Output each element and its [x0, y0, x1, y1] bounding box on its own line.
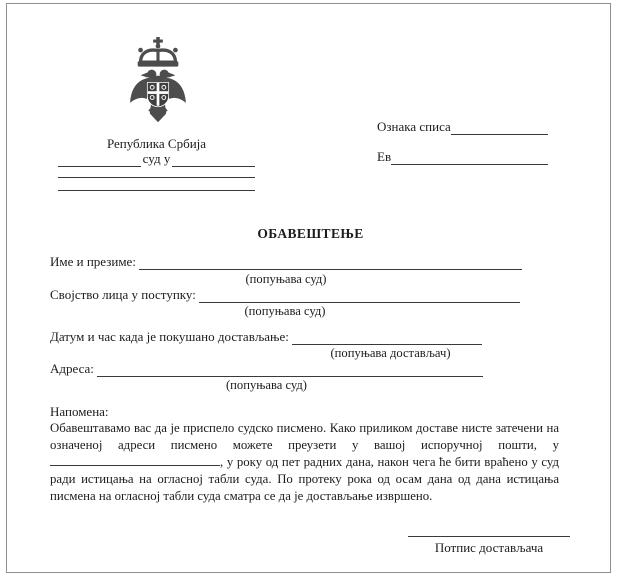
address-field-caption: (попуњава суд)	[225, 378, 307, 392]
address-field-row	[50, 361, 483, 377]
signature-block	[408, 523, 570, 556]
name-field-caption: (попуњава суд)	[245, 272, 327, 286]
address-field-label: Адреса:	[50, 361, 94, 376]
address-field-blank	[97, 363, 483, 377]
ev-label: Ев	[377, 149, 392, 164]
attempt-field-caption: (попуњава достављач)	[330, 346, 451, 360]
capacity-field-label: Својство лица у поступку:	[50, 287, 196, 302]
note-text-before: Обавештавамо вас да је приспело судско писмено. Како приликом доставе нисте затечени на означеној адреси писмено можете преузети у вашој испоручној пошти, у	[50, 421, 559, 452]
attempt-field-label: Датум и час када је покушано достављање:	[50, 329, 289, 344]
case-number-label: Ознака списа	[377, 119, 451, 134]
attempt-field-row	[50, 329, 482, 345]
court-name-blank-left	[58, 153, 141, 167]
capacity-field-blank	[199, 289, 520, 303]
ev-number-row	[377, 149, 548, 165]
name-field-label: Име и презиме:	[50, 254, 136, 269]
court-name-row	[58, 151, 255, 167]
ev-number-blank	[391, 151, 548, 165]
court-address-blank-1	[58, 177, 255, 178]
country-name: Република Србија	[106, 136, 207, 151]
name-field-row	[50, 254, 522, 270]
name-field-blank	[139, 256, 522, 270]
post-office-blank	[50, 454, 220, 466]
attempt-field-blank	[292, 331, 482, 345]
case-number-row	[377, 119, 548, 135]
note-label: Напомена:	[50, 404, 109, 419]
capacity-field-row	[50, 287, 520, 303]
court-connector-label: суд у	[142, 151, 171, 166]
document-title: ОБАВЕШТЕЊЕ	[257, 226, 364, 241]
case-number-blank	[451, 121, 548, 135]
signature-label: Потпис достављача	[434, 540, 544, 555]
note-paragraph	[50, 420, 559, 505]
court-name-blank-right	[172, 153, 255, 167]
note-text-after: , у року од пет радних дана, након чега ће бити враћено у суд ради истицања на огласној табли суда. По протеку рока од осам дана од дана истицања писмена на огласној табли суда сматра се да је достављање извршено.	[50, 455, 559, 503]
court-address-blank-2	[58, 190, 255, 191]
signature-blank	[408, 523, 570, 537]
coat-of-arms-icon	[127, 37, 189, 128]
capacity-field-caption: (попуњава суд)	[244, 304, 326, 318]
